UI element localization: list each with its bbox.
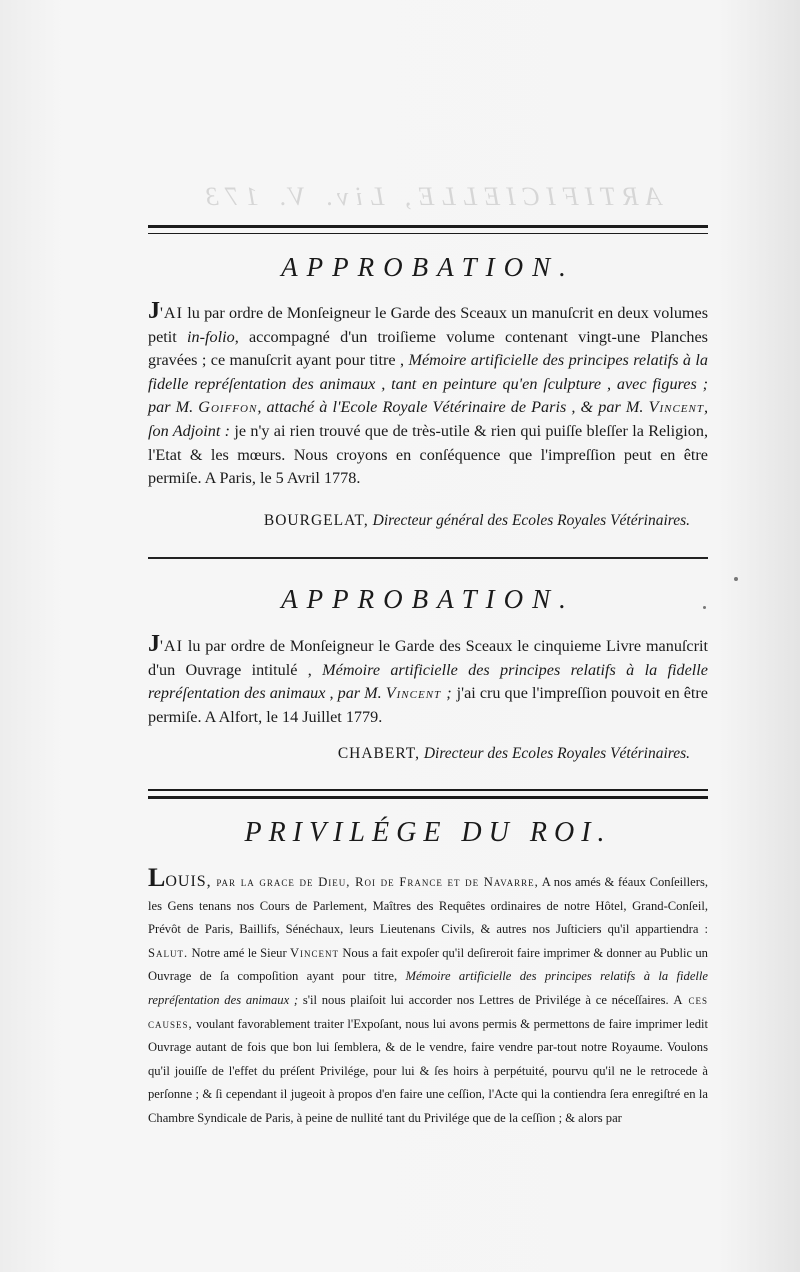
paper-speck — [703, 606, 706, 609]
name-vincent: Vincent — [648, 398, 704, 417]
signer-name-bourgelat: BOURGELAT, — [263, 512, 369, 529]
approbation1-italic-segment: , ſon Adjoint : — [148, 398, 709, 440]
in-folio-italic: in-folio — [187, 327, 235, 346]
approbation2-text-segment: j'ai cru que l'impreſſion pouvoit en être permiſe. A Alfort, le 14 Juillet 1779. — [148, 684, 708, 726]
approbation1-text-segment: lu par ordre de Monſeigneur le Garde des Sceaux un manuſcrit en deux volumes petit — [148, 304, 708, 346]
privilege-double-rule — [148, 789, 708, 799]
dropcap-2: J — [148, 631, 160, 657]
privilege-text-segment: s'il nous plaiſoit lui accorder nos Lettres de Privilége à ce néceſſaires. — [298, 992, 674, 1007]
name-vincent-2: Vincent ; — [385, 684, 453, 703]
privilege-text-segment: A nos amés & féaux Conſeillers, les Gens tenans nos Cours de Parlement, Maîtres des Requêtes ordinaires de notre Hôtel, Grand-Conſeil, Prévôt de Paris, Baillifs, Sénéchaux, leurs Lieutenans Civils, & autres nos Juſticiers qu'il appartiendra : — [148, 875, 708, 937]
approbation-text-2 — [148, 633, 708, 729]
approbation-text-1 — [148, 300, 708, 491]
royal-title-small-caps: par la grace de Dieu, Roi de France et de Navarre, — [211, 875, 539, 889]
approbation1-text-segment: je n'y ai rien trouvé que de très-utile & rien qui puiſſe bleſſer la Religion, l'Etat & les mœurs. Nous croyons en conſéquence que l'impreſſion peut en être permiſe. A Paris, le 5 Avril 1778. — [148, 421, 708, 488]
work-title-italic: Mémoire artificielle des principes relatifs à la fidelle repréſentation des animaux , tant en peinture qu'en ſculpture , avec figures ; par M. — [148, 351, 708, 417]
a-ces-causes-small-caps: A ces causes, — [148, 992, 708, 1031]
lead-word-louis: OUIS, — [165, 873, 212, 890]
privilege-text-segment: Nous a fait expoſer qu'il deſireroit faire imprimer & donner au Public un Ouvrage de ſa compoſition ayant pour titre, — [148, 945, 708, 984]
signature-2 — [338, 745, 690, 763]
salut-small-caps: Salut. — [148, 945, 189, 960]
privilege-text-segment: Notre amé le Sieur — [188, 945, 290, 960]
dropcap-l: L — [148, 863, 166, 892]
approbation1-italic-segment: , attaché à l'Ecole Royale Vétérinaire de Paris , & par M. — [257, 398, 644, 417]
approbation-heading-1: APPROBATION. — [281, 252, 575, 282]
approbation1-text-segment: , accompagné d'un troiſieme volume contenant vingt-une Planches gravées ; ce manuſcrit ayant pour titre , — [148, 327, 708, 370]
approbation2-text-segment: lu par ordre de Monſeigneur le Garde des Sceaux le cinquieme Livre manuſcrit d'un Ouvrage intitulé , — [148, 637, 708, 679]
paper-speck — [734, 577, 738, 581]
separator-rule-1 — [148, 557, 708, 559]
privilege-text — [148, 863, 708, 1131]
privilege-heading: PRIVILÉGE DU ROI. — [244, 817, 612, 848]
work-title-italic-3: Mémoire artificielle des principes relatifs à la fidelle repréſentation des animaux ; — [148, 969, 708, 1007]
lead-word-1: 'AI — [160, 304, 183, 322]
lead-word-2: 'AI — [160, 637, 183, 655]
work-title-italic-2: Mémoire artificielle des principes relatifs à la fidelle repréſentation des animaux , par M. — [148, 660, 708, 703]
name-vincent-privilege: Vincent — [289, 945, 340, 960]
name-goiffon: Goiffon — [198, 398, 258, 417]
signer-name-chabert: CHABERT, — [337, 745, 420, 762]
top-double-rule — [148, 225, 708, 234]
signature-1 — [264, 512, 690, 530]
dropcap-1: J — [148, 298, 160, 324]
signer-title-1: Directeur général des Ecoles Royales Vétérinaires. — [372, 512, 690, 529]
bleed-through-header: ARTIFICIELLE, Liv. V. 173 — [198, 182, 662, 211]
privilege-text-segment: voulant favorablement traiter l'Expoſant, nous lui avons permis & permettons de faire imprimer ledit Ouvrage autant de fois que bon lui ſemblera, & de le vendre, faire vendre par-tout notre Royaume. Voulons qu'il jouiſſe de l'effet du préſent Privilége, pour lui & ſes hoirs à perpétuité, pourvu qu'il ne le retrocede à perſonne ; & ſi cependant il jugeoit à propos d'en faire une ceſſion, l'Acte qui la contiendra ſera enregiſtré en la Chambre Syndicale de Paris, à peine de nullité tant du Privilége que de la ceſſion ; & alors par — [148, 1016, 708, 1125]
signer-title-2: Directeur des Ecoles Royales Vétérinaires. — [423, 745, 690, 762]
approbation-heading-2: APPROBATION. — [281, 584, 575, 614]
